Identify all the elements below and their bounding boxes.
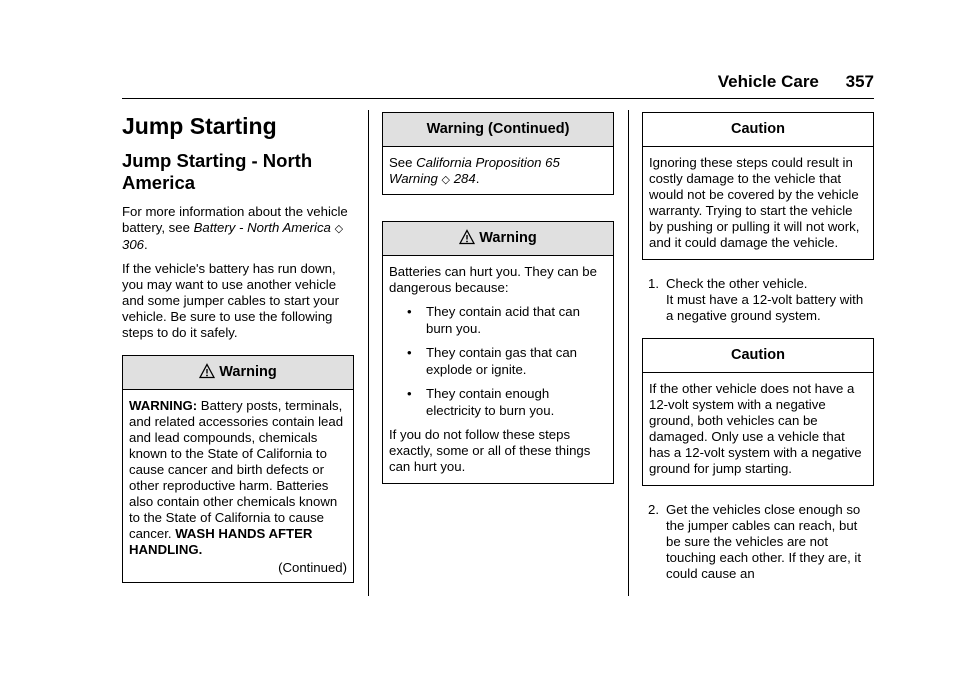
page-reference-icon: ◇ [441,174,451,186]
warning-title: Warning [219,364,277,380]
list-item: • They contain gas that can explode or ignite. [407,345,578,377]
column-divider-2 [628,110,629,596]
header-divider [122,98,874,99]
prop65-reference-page[interactable]: 284 [453,171,476,186]
steps-list-1 [642,276,874,324]
wash-hands-text: WASH HANDS AFTER HANDLING. [129,526,313,557]
battery-reference-page[interactable]: 306 [122,237,145,252]
battery-reference-link[interactable]: Battery - North America [193,220,331,235]
warning-box-body [383,256,613,483]
step-1-detail: It must have a 12-volt battery with a negative ground system. [666,292,864,323]
step-1: 1. Check the other vehicle. [648,276,808,291]
section-heading: Jump Starting - North America [122,150,313,193]
caution-header: Caution [643,339,873,373]
warning-title: Warning [479,230,537,246]
caution-body: Ignoring these steps could result in costly damage to the vehicle that would not be covered by the vehicle warranty. Trying to start the vehicle by pushing or pulling it will not work, and it could damage the vehicle. [649,155,860,250]
prop65-reference-link[interactable]: California Proposition 65 Warning [389,155,560,186]
list-item: • They contain acid that can burn you. [407,304,580,336]
warning-box-header [383,222,613,256]
column-2 [382,110,614,494]
caution-header: Caution [643,113,873,147]
warning-box-battery [382,221,614,484]
warning-box-lead [122,355,354,583]
steps-list-2 [642,502,874,582]
column-1 [122,110,354,593]
warning-box-body [123,390,353,582]
caution-body: If the other vehicle does not have a 12-volt system with a negative ground, both vehicles can be damaged. Only use a vehicle that has a 12-volt system with a negative ground for jump starting. [649,381,862,476]
step-2: 2. Get the vehicles close enough so the jumper cables can reach, but be sure the vehicles are not touching each other. If they are, it could cause an [648,502,862,581]
battery-reference-paragraph: For more information about the vehicle battery, see Battery - North America ◇ 306. [122,204,348,252]
warning-box-header [123,356,353,390]
caution-box-1 [642,112,874,260]
caution-box-2 [642,338,874,486]
page-number: 357 [845,72,874,91]
continued-label: (Continued) [278,560,347,575]
page-header [718,72,874,92]
page-title: Jump Starting [122,113,277,139]
hazard-list [389,304,607,419]
section-title: Vehicle Care [717,72,819,91]
warning-continued-box [382,112,614,195]
page-reference-icon: ◇ [334,223,344,235]
warning-text: Battery posts, terminals, and related accessories contain lead and lead compounds, chemicals known to the State of California to cause cancer and birth defects or other reproductive harm. Batteries also contain other chemicals known to the State of California to cause cancer. [129,398,344,541]
warning-triangle-icon [459,229,475,245]
column-divider-1 [368,110,369,596]
warning-triangle-icon [199,363,215,379]
intro-paragraph: If the vehicle's battery has run down, you may want to use another vehicle and some jumper cables to start your vehicle. Be sure to use the following steps to do it safely. [122,261,339,340]
warning-continued-body: See California Proposition 65 Warning ◇ 284. [389,155,560,186]
warning-outro: If you do not follow these steps exactly, some or all of these things can hurt you. [389,427,591,474]
column-3 [642,110,874,596]
list-item: • They contain enough electricity to burn you. [407,386,555,418]
warning-label: WARNING: [129,398,198,413]
warning-intro: Batteries can hurt you. They can be dangerous because: [389,264,597,295]
warning-continued-header: Warning (Continued) [383,113,613,147]
